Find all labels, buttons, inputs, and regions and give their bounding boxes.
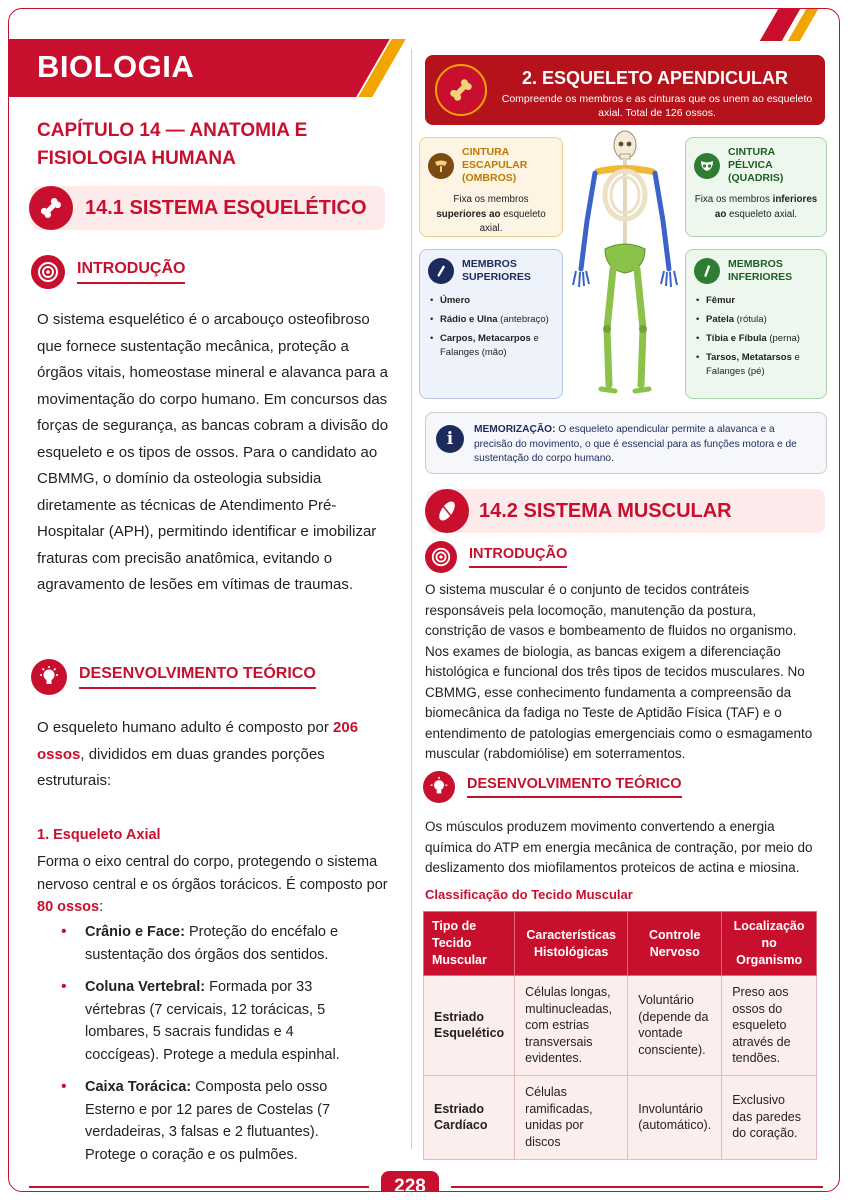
dev-1-label: DESENVOLVIMENTO TEÓRICO <box>79 665 316 689</box>
dev-2-text: Os músculos produzem movimento convertendo a energia química do ATP em energia mecânica de contração, por meio do deslizamento dos miofilamentos proteicos de actina e miosina. <box>425 819 813 875</box>
target-icon <box>31 255 65 289</box>
table-row <box>424 1075 817 1159</box>
corner-decoration <box>759 9 829 41</box>
axial-title: 1. Esqueleto Axial <box>37 827 161 843</box>
memo-box <box>425 412 827 474</box>
apendicular-desc: Compreende os membros e as cinturas que os unem ao esqueleto axial. Total de 126 ossos. <box>501 93 813 119</box>
memo-text: MEMORIZAÇÃO: O esqueleto apendicular permite a alavanca e a precisão do movimento, o que é essencial para as funções motora e de sustentação do corpo humano. <box>474 424 797 464</box>
intro-1-label: INTRODUÇÃO <box>77 260 185 284</box>
bone-icon <box>29 186 73 230</box>
table-row <box>424 976 817 1076</box>
intro-1-text: O sistema esquelético é o arcabouço osteofibroso que fornece sustentação mecânica, proteção a órgãos vitais, homeostase mineral e alavanca para a movimentação do corpo humano. Em concursos das forças de segurança, as bancas cobram a divisão do esqueleto e os tipos de ossos. Para o candidato ao CBMMG, o domínio da osteologia subsidia diretamente as técnicas de Atendimento Pré-Hospitalar (APH), permitindo identificar e imobilizar fraturas com precisão anatômica, evitando o agravamento de lesões em vítimas de traumas. <box>37 311 389 593</box>
intro-2-label: INTRODUÇÃO <box>469 546 567 568</box>
card-title: MEMBROS SUPERIORES <box>462 258 531 283</box>
page-number: 228 <box>381 1171 439 1192</box>
page <box>8 8 840 1192</box>
arm-bone-icon <box>428 258 454 284</box>
card-cintura-escapular <box>419 137 563 237</box>
muscle-table <box>423 911 817 1160</box>
card-cintura-pelvica <box>685 137 827 237</box>
table-cell: Preso aos ossos do esqueleto através de tendões. <box>722 976 817 1076</box>
list-item: • Carpos, Metacarpos e Falanges (mão) <box>428 332 554 360</box>
lightbulb-icon <box>31 659 67 695</box>
table-header-row <box>424 912 817 976</box>
dev-2-heading <box>423 771 682 803</box>
table-header: Controle Nervoso <box>628 912 722 976</box>
table-header: Localização no Organismo <box>722 912 817 976</box>
shoulder-icon <box>428 153 454 179</box>
muscle-icon <box>425 489 469 533</box>
leg-bone-icon <box>694 258 720 284</box>
table-cell: Estriado Esquelético <box>424 976 515 1076</box>
section-2-title: 14.2 SISTEMA MUSCULAR <box>479 500 732 522</box>
card-membros-inferiores <box>685 249 827 399</box>
intro-2-heading <box>425 541 567 573</box>
dev-1-heading <box>31 659 316 695</box>
table-title: Classificação do Tecido Muscular <box>425 887 633 902</box>
apendicular-header <box>425 55 825 125</box>
table-header: Características Histológicas <box>515 912 628 976</box>
list-item: • Úmero <box>428 294 554 308</box>
axial-list <box>37 921 357 1176</box>
list-item: • Fêmur <box>694 294 818 308</box>
info-icon: i <box>436 425 464 453</box>
card-membros-superiores <box>419 249 563 399</box>
chapter-title: CAPÍTULO 14 — ANATOMIA E FISIOLOGIA HUMANA <box>37 120 308 169</box>
list-item: • Tarsos, Metatarsos e Falanges (pé) <box>694 351 818 379</box>
footer-line-right <box>451 1186 823 1188</box>
card-text: Fixa os membros inferiores ao esqueleto axial. <box>694 194 818 220</box>
intro-2-text: O sistema muscular é o conjunto de tecidos contráteis responsáveis pela locomoção, manutenção da postura, constrição de vasos e bombeamento de fluidos no organismo. Nos exames de biologia, as bancas exigem a diferenciação histológica e funcional dos três tipos de tecidos musculares. No CBMMG, esse conhecimento fundamenta a compreensão da biomecânica da fadiga no Teste de Aptidão Física (TAF) e o entendimento de patologias emergenciais como o esmagamento muscular (rabdomiólise) em soterramentos. <box>425 582 813 761</box>
dev-2-label: DESENVOLVIMENTO TEÓRICO <box>467 776 682 798</box>
table-header: Tipo de Tecido Muscular <box>424 912 515 976</box>
list-item: • Rádio e Ulna (antebraço) <box>428 313 554 327</box>
card-title: CINTURA ESCAPULAR (OMBROS) <box>462 146 528 184</box>
axial-bone-count: 80 ossos <box>37 899 100 915</box>
list-item: • Tíbia e Fíbula (perna) <box>694 332 818 346</box>
membros-superiores-list <box>428 294 554 360</box>
subject-title: BIOLOGIA <box>37 49 195 84</box>
list-item: • Caixa Torácica: Composta pelo osso Esterno e por 12 pares de Costelas (7 verdadeiras, 3 falsas e 2 flutuantes). Protege o coração e os pulmões. <box>37 1076 357 1166</box>
membros-inferiores-list <box>694 294 818 379</box>
dev-1-text: O esqueleto humano adulto é composto por 206 ossos, divididos em duas grandes porções estruturais: <box>37 719 359 789</box>
card-text: Fixa os membros superiores ao esqueleto axial. <box>436 194 546 234</box>
lightbulb-icon <box>423 771 455 803</box>
apendicular-title: 2. ESQUELETO APENDICULAR <box>521 68 789 88</box>
intro-1-heading <box>31 255 185 289</box>
list-item: • Coluna Vertebral: Formada por 33 vértebras (7 cervicais, 12 torácicas, 5 lombares, 5 sacrais fundidas e 4 coccígeas). Protege a medula espinhal. <box>37 976 357 1066</box>
table-cell: Estriado Cardíaco <box>424 1075 515 1159</box>
list-item: • Patela (rótula) <box>694 313 818 327</box>
table-cell: Involuntário (automático). <box>628 1075 722 1159</box>
axial-text: Forma o eixo central do corpo, protegendo o sistema nervoso central e os órgãos torácicos. É composto por 80 ossos: <box>37 854 388 915</box>
card-title: MEMBROS INFERIORES <box>728 258 793 283</box>
table-cell: Exclusivo das paredes do coração. <box>722 1075 817 1159</box>
column-divider <box>411 49 412 1149</box>
target-icon <box>425 541 457 573</box>
table-cell: Células longas, multinucleadas, com estrias transversais evidentes. <box>515 976 628 1076</box>
footer-line-left <box>29 1186 369 1188</box>
skeleton-illustration <box>565 129 685 401</box>
bone-count: 206 ossos <box>37 719 359 763</box>
section-1-title: 14.1 SISTEMA ESQUELÉTICO <box>85 197 367 219</box>
table-cell: Voluntário (depende da vontade consciente). <box>628 976 722 1076</box>
bone-icon <box>435 64 487 116</box>
table-cell: Células ramificadas, unidas por discos <box>515 1075 628 1159</box>
card-title: CINTURA PÉLVICA (QUADRIS) <box>728 146 784 184</box>
list-item: • Crânio e Face: Proteção do encéfalo e sustentação dos órgãos dos sentidos. <box>37 921 357 966</box>
pelvis-icon <box>694 153 720 179</box>
